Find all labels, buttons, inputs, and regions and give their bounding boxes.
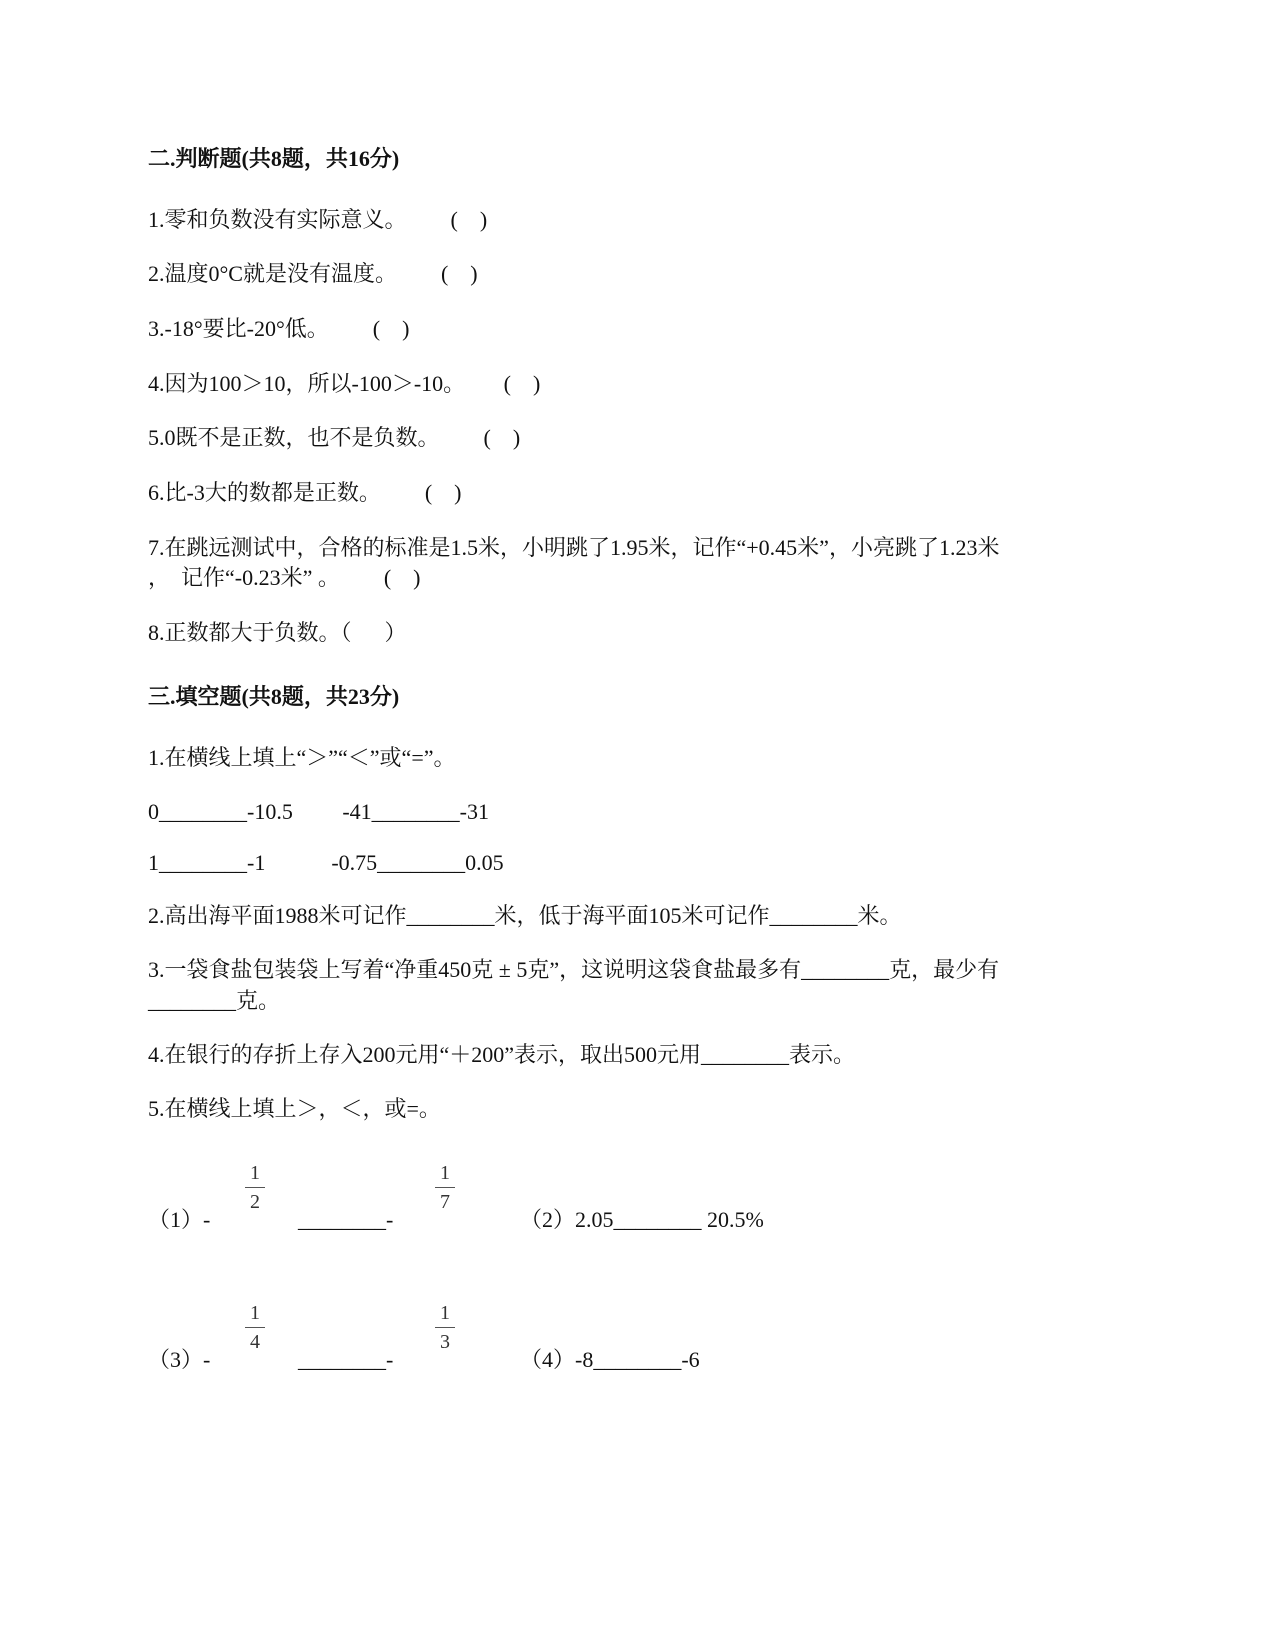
- fill-question-1-title: 1.在横线上填上“＞”“＜”或“=”。: [148, 745, 456, 770]
- q5-item3-fraction-b: [433, 1302, 457, 1353]
- tf-question-8: 8.正数都大于负数。（ ）: [148, 620, 407, 645]
- q5-item2: （2）2.05________ 20.5%: [520, 1207, 764, 1232]
- fraction-denominator: 7: [440, 1191, 450, 1213]
- section2-heading: 二.判断题(共8题，共16分): [148, 146, 400, 171]
- fill-question-2: 2.高出海平面1988米可记作________米，低于海平面105米可记作________米。: [148, 903, 902, 928]
- fraction-bar: [245, 1187, 265, 1188]
- q5-item3-blank: ________-: [298, 1347, 394, 1372]
- q5-item3-fraction-a: [243, 1302, 267, 1353]
- fill-question-4: 4.在银行的存折上存入200元用“＋200”表示，取出500元用________表示。: [148, 1042, 856, 1067]
- tf-question-3: 3.-18°要比-20°低。 ( ): [148, 316, 410, 341]
- fraction-bar: [435, 1327, 455, 1328]
- tf-question-5: 5.0既不是正数，也不是负数。 ( ): [148, 425, 521, 450]
- tf-question-1: 1.零和负数没有实际意义。 ( ): [148, 207, 488, 232]
- tf-question-7-line2: ， 记作“-0.23米” 。 ( ): [148, 565, 421, 590]
- q5-item1-blank: ________-: [298, 1207, 394, 1232]
- fraction-bar: [435, 1187, 455, 1188]
- q5-item3-label: （3）-: [148, 1347, 211, 1372]
- tf-question-4: 4.因为100＞10，所以-100＞-10。 ( ): [148, 371, 541, 396]
- q5-item1-label: （1）-: [148, 1207, 211, 1232]
- tf-question-2: 2.温度0°C就是没有温度。 ( ): [148, 261, 478, 286]
- fraction-denominator: 3: [440, 1331, 450, 1353]
- section3-heading: 三.填空题(共8题，共23分): [148, 684, 400, 709]
- q5-item1-fraction-a: [243, 1162, 267, 1213]
- fraction-numerator: 1: [440, 1302, 450, 1324]
- fill-question-1-row1: 0________-10.5 -41________-31: [148, 799, 489, 824]
- fraction-numerator: 1: [440, 1162, 450, 1184]
- fill-question-5-title: 5.在横线上填上＞，＜，或=。: [148, 1096, 441, 1121]
- fraction-numerator: 1: [250, 1162, 260, 1184]
- fraction-denominator: 2: [250, 1191, 260, 1213]
- fraction-numerator: 1: [250, 1302, 260, 1324]
- fill-question-3-line2: ________克。: [148, 988, 281, 1013]
- fill-question-1-row2: 1________-1 -0.75________0.05: [148, 850, 504, 875]
- q5-item1-fraction-b: [433, 1162, 457, 1213]
- tf-question-6: 6.比-3大的数都是正数。 ( ): [148, 480, 462, 505]
- tf-question-7-line1: 7.在跳远测试中，合格的标准是1.5米，小明跳了1.95米，记作“+0.45米”，小亮跳了1.23米: [148, 535, 1000, 560]
- fraction-bar: [245, 1327, 265, 1328]
- q5-item4: （4）-8________-6: [520, 1347, 700, 1372]
- fill-question-3-line1: 3.一袋食盐包装袋上写着“净重450克 ± 5克”，这说明这袋食盐最多有________克，最少有: [148, 957, 1000, 982]
- fraction-denominator: 4: [250, 1331, 260, 1353]
